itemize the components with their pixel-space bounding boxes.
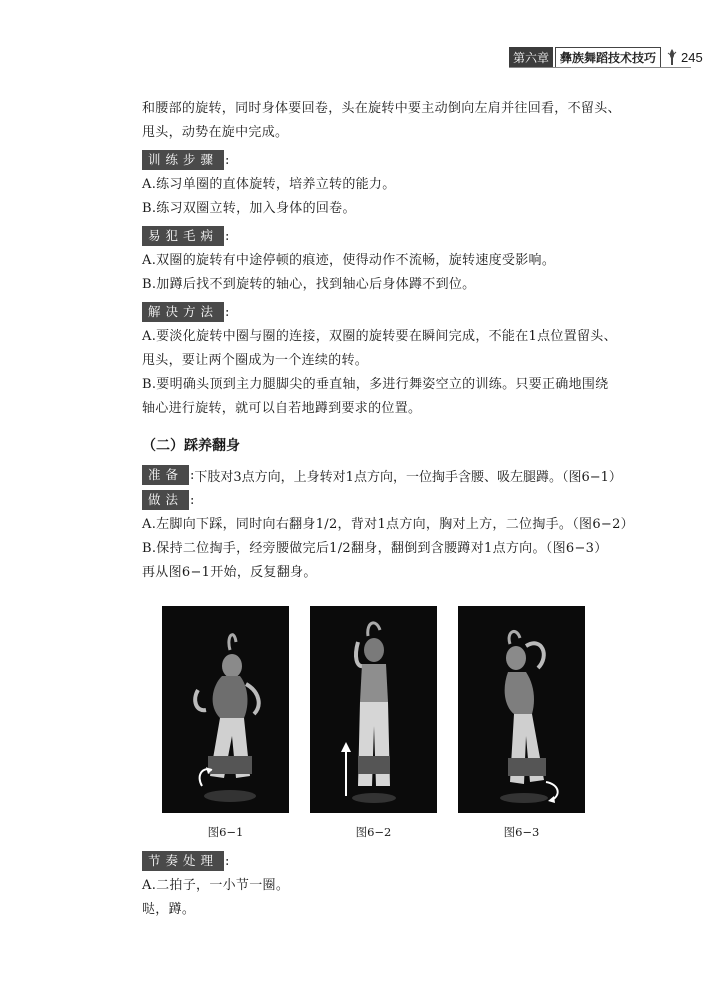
list-item: A.练习单圈的直体旋转，培养立转的能力。 <box>142 177 396 192</box>
rhythm-heading: 节奏处理 : <box>142 851 642 871</box>
list-item: 哒，蹲。 <box>142 902 196 917</box>
main-content <box>142 97 642 585</box>
book-title: 彝族舞蹈技术技巧 <box>555 47 661 68</box>
section-tag: 节奏处理 <box>142 851 224 871</box>
intro-line: 甩头，动势在旋中完成。 <box>142 125 289 140</box>
list-item: B.保持二位掏手，经旁腰做完后1/2翻身，翻倒到含腰蹲对1点方向。（图6−3） <box>142 541 608 556</box>
training-heading: 训练步骤 : <box>142 150 642 170</box>
solutions-heading: 解决方法 : <box>142 302 642 322</box>
running-header <box>509 46 703 68</box>
figure-caption: 图6−2 <box>355 825 392 839</box>
list-item: 甩头，要让两个圈成为一个连续的转。 <box>142 353 369 368</box>
figure-photo-2 <box>310 606 437 813</box>
figure-caption: 图6−3 <box>503 825 540 839</box>
list-item: B.加蹲后找不到旋转的轴心，找到轴心后身体蹲不到位。 <box>142 277 476 292</box>
section-tag: 准备 <box>142 465 189 485</box>
intro-line: 和腰部的旋转，同时身体要回卷，头在旋转中要主动倒向左肩并往回看，不留头、 <box>142 101 621 116</box>
figure-photo-1 <box>162 606 289 813</box>
section-tag: 训练步骤 <box>142 150 224 170</box>
list-item: 再从图6−1开始，反复翻身。 <box>142 565 317 580</box>
list-item: A.左脚向下踩，同时向右翻身1/2，背对1点方向，胸对上方，二位掏手。（图6−2） <box>142 517 634 532</box>
list-item: A.二拍子，一小节一圈。 <box>142 878 290 893</box>
dancer-photo-3 <box>458 606 585 813</box>
errors-heading: 易犯毛病 : <box>142 226 642 246</box>
dancer-ornament-icon <box>665 48 679 66</box>
rhythm-section <box>142 846 642 922</box>
prep-line: 准备 : 下肢对3点方向，上身转对1点方向，一位掏手含腰、吸左腿蹲。（图6−1） <box>142 465 642 485</box>
section-tag: 易犯毛病 <box>142 226 224 246</box>
list-item: B.要明确头顶到主力腿脚尖的垂直轴，多进行舞姿空立的训练。只要正确地围绕 <box>142 377 609 392</box>
figure-row <box>162 606 590 846</box>
method-heading: 做法 : <box>142 490 642 510</box>
page-number: 245 <box>681 49 703 65</box>
prep-text: 下肢对3点方向，上身转对1点方向，一位掏手含腰、吸左腿蹲。（图6−1） <box>194 469 622 485</box>
subsection-title: （二）踩养翻身 <box>142 438 240 454</box>
header-rule <box>509 67 691 68</box>
list-item: A.要淡化旋转中圈与圈的连接，双圈的旋转要在瞬间完成，不能在1点位置留头、 <box>142 329 617 344</box>
list-item: B.练习双圈立转，加入身体的回卷。 <box>142 201 356 216</box>
figure-photo-3 <box>458 606 585 813</box>
section-tag: 做法 <box>142 490 189 510</box>
dancer-photo-2 <box>310 606 437 813</box>
dancer-photo-1 <box>162 606 289 813</box>
list-item: 轴心进行旋转，就可以自若地蹲到要求的位置。 <box>142 401 422 416</box>
chapter-label: 第六章 <box>509 47 553 68</box>
figure-caption: 图6−1 <box>207 825 244 839</box>
section-tag: 解决方法 <box>142 302 224 322</box>
list-item: A.双圈的旋转有中途停顿的痕迹，使得动作不流畅，旋转速度受影响。 <box>142 253 556 268</box>
